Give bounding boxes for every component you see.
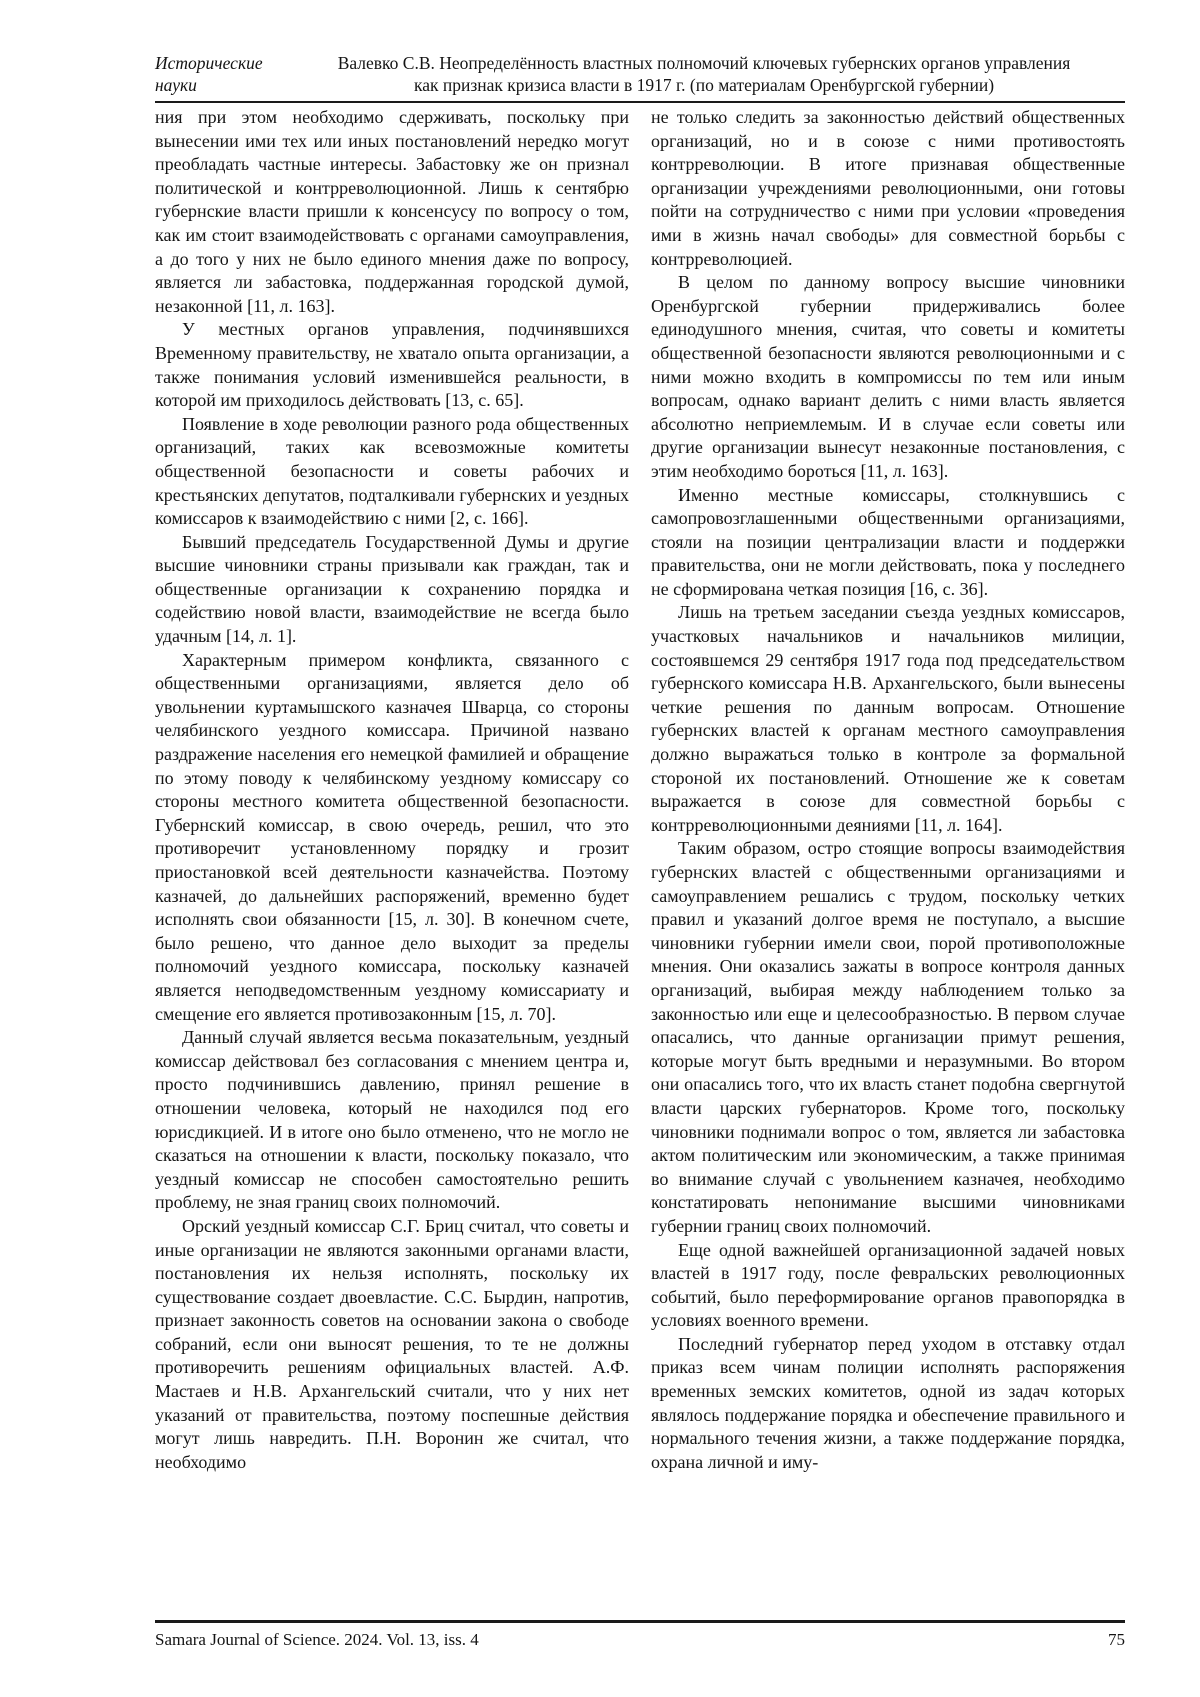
page-footer — [155, 1620, 1125, 1650]
left-column — [155, 106, 629, 1618]
page-header — [155, 52, 1125, 103]
section-label-line1: Исторические — [155, 53, 263, 73]
paragraph: Появление в ходе революции разного рода общественных организаций, таких как всевозможные комитеты общественной безопасности и советы рабочих и крестьянских депутатов, подталкивали губернских и уездных комиссаров к взаимодействию с ними [2, с. 166]. — [155, 413, 629, 529]
paragraph: Именно местные комиссары, столкнувшись с самопровозглашенными общественными организациями, стояли на позиции централизации власти и поддержки правительства, они не могли действовать, пока у последнего не сформирована четкая позиция [16, с. 36]. — [651, 484, 1125, 599]
paragraph: Бывший председатель Государственной Думы и другие высшие чиновники страны призывали как граждан, так и общественные организации к сохранению порядка и содействию новой власти, взаимодействие не всегда было удачным [14, л. 1]. — [155, 531, 629, 647]
journal-citation: Samara Journal of Science. 2024. Vol. 13, iss. 4 — [155, 1630, 479, 1649]
paragraph: В целом по данному вопросу высшие чиновники Оренбургской губернии придерживались более единодушного мнения, считая, что советы и комитеты общественной безопасности являются революционными и с ними можно входить в компромиссы по тем или иным вопросам, однако вариант делить с ними власть является абсолютно неприемлемым. И в случае если советы или другие организации вынесут незаконные постановления, с этим необходимо бороться [11, л. 163]. — [651, 272, 1125, 481]
paragraph: Характерным примером конфликта, связанного с общественными организациями, является дело об увольнении куртамышского казначея Шварца, со стороны челябинского уездного комиссара. Причиной названо раздражение населения его немецкой фамилией и обращение по этому поводу к челябинскому уездному комиссару со стороны местного комитета общественной безопасности. Губернский комиссар, в свою очередь, решил, что это противоречит установленному порядку и грозит приостановкой всей деятельности казначейства. Поэтому казначей, до дальнейших распоряжений, временно будет исполнять свои обязанности [15, л. 30]. В конечном счете, было решено, что данное дело выходит за пределы полномочий уездного комиссара, поскольку казначей является неподведомственным уездному комиссариату и смещение его является противозаконным [15, л. 70]. — [155, 649, 629, 1024]
paragraph: Последний губернатор перед уходом в отставку отдал приказ всем чинам полиции исполнять распоряжения временных земских комитетов, одной из задач которых являлось поддержание порядка и обеспечение правильного и нормального течения жизни, а также поддержание порядка, охрана личной и иму- — [651, 1333, 1125, 1472]
paragraph: Еще одной важнейшей организационной задачей новых властей в 1917 году, после февральских революционных событий, было переформирование органов правопорядка в условиях военного времени. — [651, 1239, 1125, 1331]
page-title-line2: как признак кризиса власти в 1917 г. (по материалам Оренбургской губернии) — [413, 75, 995, 95]
article-body — [155, 106, 1125, 1618]
paragraph: Таким образом, остро стоящие вопросы взаимодействия губернских властей с общественными организациями и самоуправлением решались с трудом, поскольку четких правил и указаний долгое время не поступало, а высшие чиновники губернии имели свои, порой противоположные мнения. Они оказались зажаты в вопросе контроля данных организаций, выбирая между наблюдением только за законностью или еще и целесообразностью. В первом случае опасались, что данные организации примут решения, которые могут быть вредными и неразумными. Во втором они опасались того, что их власть станет подобна свергнутой власти царских губернаторов. Кроме того, поскольку чиновники поднимали вопрос о том, является ли забастовка актом политическим или экономическим, а также принимая во внимание случай с увольнением казначея, необходимо констатировать непонимание высшими чиновниками губернии границ своих полномочий. — [651, 838, 1125, 1236]
page-title-line1: Валевко С.В. Неопределённость властных полномочий ключевых губернских органов управления — [337, 53, 1071, 73]
page-number: 75 — [1108, 1630, 1125, 1649]
section-label — [155, 52, 283, 96]
page-title — [283, 52, 1125, 96]
paragraph: не только следить за законностью действий общественных организаций, но и в союзе с ними противостоять контрреволюции. В итоге признавая общественные организации учреждениями революционными, они готовы пойти на сотрудничество с ними при условии «проведения ими в жизнь начал свободы» для совместной борьбы с контрреволюцией. — [651, 107, 1125, 269]
paragraph: У местных органов управления, подчинявшихся Временному правительству, не хватало опыта организации, а также понимания условий изменившейся реальности, в которой им приходилось действовать [13, с. 65]. — [155, 319, 629, 411]
paragraph: ния при этом необходимо сдерживать, поскольку при вынесении ими тех или иных постановлений нередко могут преобладать частные интересы. Забастовку же он признал политической и контрреволюционной. Лишь к сентябрю губернские власти пришли к консенсусу по вопросу о том, как им стоит взаимодействовать с органами самоуправления, а до того у них не было единого мнения даже по вопросу, является ли забастовка, поддержанная городской думой, незаконной [11, л. 163]. — [155, 107, 629, 316]
paragraph: Лишь на третьем заседании съезда уездных комиссаров, участковых начальников и начальников милиции, состоявшемся 29 сентября 1917 года под председательством губернского комиссара Н.В. Архангельского, были вынесены четкие решения по данным вопросам. Отношение губернских властей к органам местного самоуправления должно выражаться только в контроле за формальной стороной их постановлений. Отношение же к советам выражается в союзе для совместной борьбы с контрреволюционными деяниями [11, л. 164]. — [651, 602, 1125, 835]
paragraph: Орский уездный комиссар С.Г. Бриц считал, что советы и иные организации не являются законными органами власти, постановления их нельзя исполнять, поскольку их существование создает двоевластие. С.С. Бырдин, напротив, признает законность советов на основании закона о свободе собраний, если они выносят решения, то те не должны противоречить решениям официальных властей. А.Ф. Мастаев и Н.В. Архангельский считали, что у них нет указаний от правительства, поэтому поспешные действия могут лишь навредить. П.Н. Воронин же считал, что необходимо — [155, 1215, 629, 1472]
section-label-line2: науки — [155, 75, 197, 95]
right-column — [651, 106, 1125, 1618]
paragraph: Данный случай является весьма показательным, уездный комиссар действовал без согласования с мнением центра и, просто подчинившись давлению, принял решение в отношении человека, который не находился под его юрисдикцией. И в итоге оно было отменено, что не могло не сказаться на отношении к власти, поскольку показало, что уездный комиссар не способен самостоятельно решить проблему, не зная границ своих полномочий. — [155, 1027, 629, 1213]
